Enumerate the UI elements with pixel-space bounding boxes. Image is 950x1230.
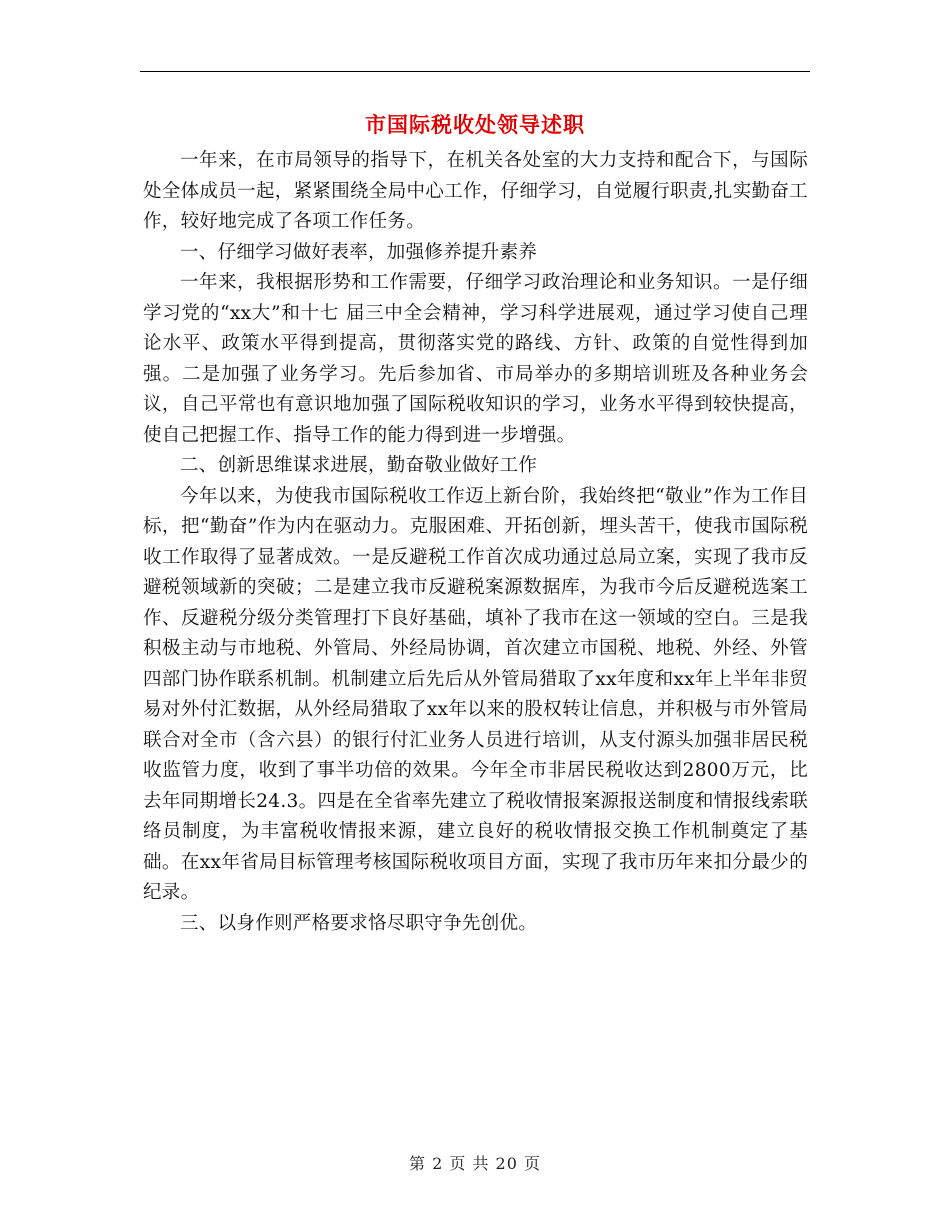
document-body	[143, 146, 808, 939]
section-1-paragraph: 一年来，我根据形势和工作需要，仔细学习政治理论和业务知识。一是仔细学习党的“xx大”和十七 届三中全会精神，学习科学进展观，通过学习使自己理论水平、政策水平得到提高，贯彻落实党的路线、方针、政策的自觉性得到加强。二是加强了业务学习。先后参加省、市局举办的多期培训班及各种业务会议，自己平常也有意识地加强了国际税收知识的学习，业务水平得到较快提高，使自己把握工作、指导工作的能力得到进一步增强。	[143, 272, 808, 446]
header-rule	[140, 71, 810, 72]
section-heading-3: 三、以身作则严格要求恪尽职守争先创优。	[180, 912, 538, 934]
section-heading-2: 二、创新思维谋求进展，勤奋敬业做好工作	[180, 455, 538, 476]
document-title: 市国际税收处领导述职	[365, 112, 585, 137]
section-heading-1: 一、仔细学习做好表率，加强修养提升素养	[180, 241, 538, 263]
page-number-footer: 第 2 页 共 20 页	[409, 1154, 541, 1173]
section-2-paragraph: 今年以来，为使我市国际税收工作迈上新台阶，我始终把“敬业”作为工作目标，把“勤奋”作为内在驱动力。克服困难、开拓创新，埋头苦干，使我市国际税收工作取得了显著成效。一是反避税工作首次成功通过总局立案，实现了我市反避税领域新的突破；二是建立我市反避税案源数据库，为我市今后反避税选案工作、反避税分级分类管理打下良好基础，填补了我市在这一领域的空白。三是我积极主动与市地税、外管局、外经局协调，首次建立市国税、地税、外经、外管四部门协作联系机制。机制建立后先后从外管局猎取了xx年度和xx年上半年非贸易对外付汇数据，从外经局猎取了xx年以来的股权转让信息，并积极与市外管局联合对全市（含六县）的银行付汇业务人员进行培训，从支付源头加强非居民税收监管力度，收到了事半功倍的效果。今年全市非居民税收达到2800万元，比去年同期增长24.3。四是在全省率先建立了税收情报案源报送制度和情报线索联络员制度，为丰富税收情报来源，建立良好的税收情报交换工作机制奠定了基础。在xx年省局目标管理考核国际税收项目方面，实现了我市历年来扣分最少的纪录。	[143, 485, 808, 903]
intro-paragraph: 一年来，在市局领导的指导下，在机关各处室的大力支持和配合下，与国际处全体成员一起，紧紧围绕全局中心工作，仔细学习，自觉履行职责,扎实勤奋工作，较好地完成了各项工作任务。	[143, 150, 808, 232]
